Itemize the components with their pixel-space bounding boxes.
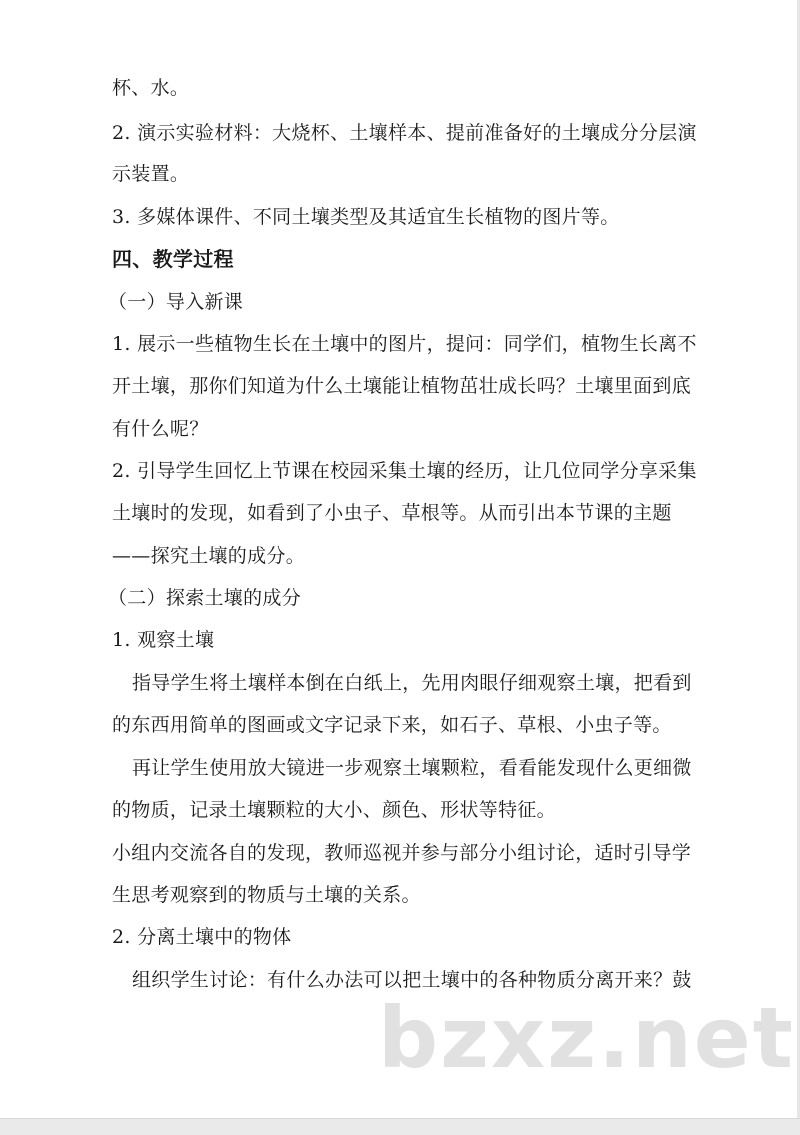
text-line: 2. 分离土壤中的物体: [112, 926, 292, 948]
text-line: 组织学生讨论：有什么办法可以把土壤中的各种物质分离开来？鼓: [132, 969, 692, 991]
text-line: 指导学生将土壤样本倒在白纸上，先用肉眼仔细观察土壤，把看到: [132, 672, 692, 694]
text-line: ——探究土壤的成分。: [112, 545, 306, 567]
text-line: 2. 引导学生回忆上节课在校园采集土壤的经历，让几位同学分享采集: [112, 460, 697, 482]
text-line: 开土壤，那你们知道为什么土壤能让植物茁壮成长吗？土壤里面到底: [112, 375, 692, 397]
text-line: 1. 展示一些植物生长在土壤中的图片，提问：同学们，植物生长离不: [112, 333, 697, 355]
section-heading: 四、教学过程: [112, 247, 234, 271]
subsection-heading: （二）探索土壤的成分: [108, 587, 302, 609]
text-line: 小组内交流各自的发现，教师巡视并参与部分小组讨论，适时引导学: [112, 842, 692, 864]
text-line: 2. 演示实验材料：大烧杯、土壤样本、提前准备好的土壤成分分层演: [112, 122, 697, 144]
text-line: 示装置。: [112, 163, 190, 185]
text-line: 土壤时的发现，如看到了小虫子、草根等。从而引出本节课的主题: [112, 502, 672, 524]
text-line: 再让学生使用放大镜进一步观察土壤颗粒，看看能发现什么更细微: [132, 757, 692, 779]
watermark: bzxz.net: [378, 989, 795, 1087]
text-line: 杯、水。: [112, 77, 190, 99]
text-line: 的东西用简单的图画或文字记录下来，如石子、草根、小虫子等。: [112, 714, 672, 736]
subsection-heading: （一）导入新课: [108, 291, 244, 313]
text-line: 生思考观察到的物质与土壤的关系。: [112, 884, 421, 906]
text-line: 3. 多媒体课件、不同土壤类型及其适宜生长植物的图片等。: [112, 206, 620, 228]
text-line: 的物质，记录土壤颗粒的大小、颜色、形状等特征。: [112, 799, 556, 821]
text-line: 1. 观察土壤: [112, 629, 215, 651]
text-line: 有什么呢？: [112, 418, 209, 440]
page-bottom-border: [0, 1118, 800, 1135]
